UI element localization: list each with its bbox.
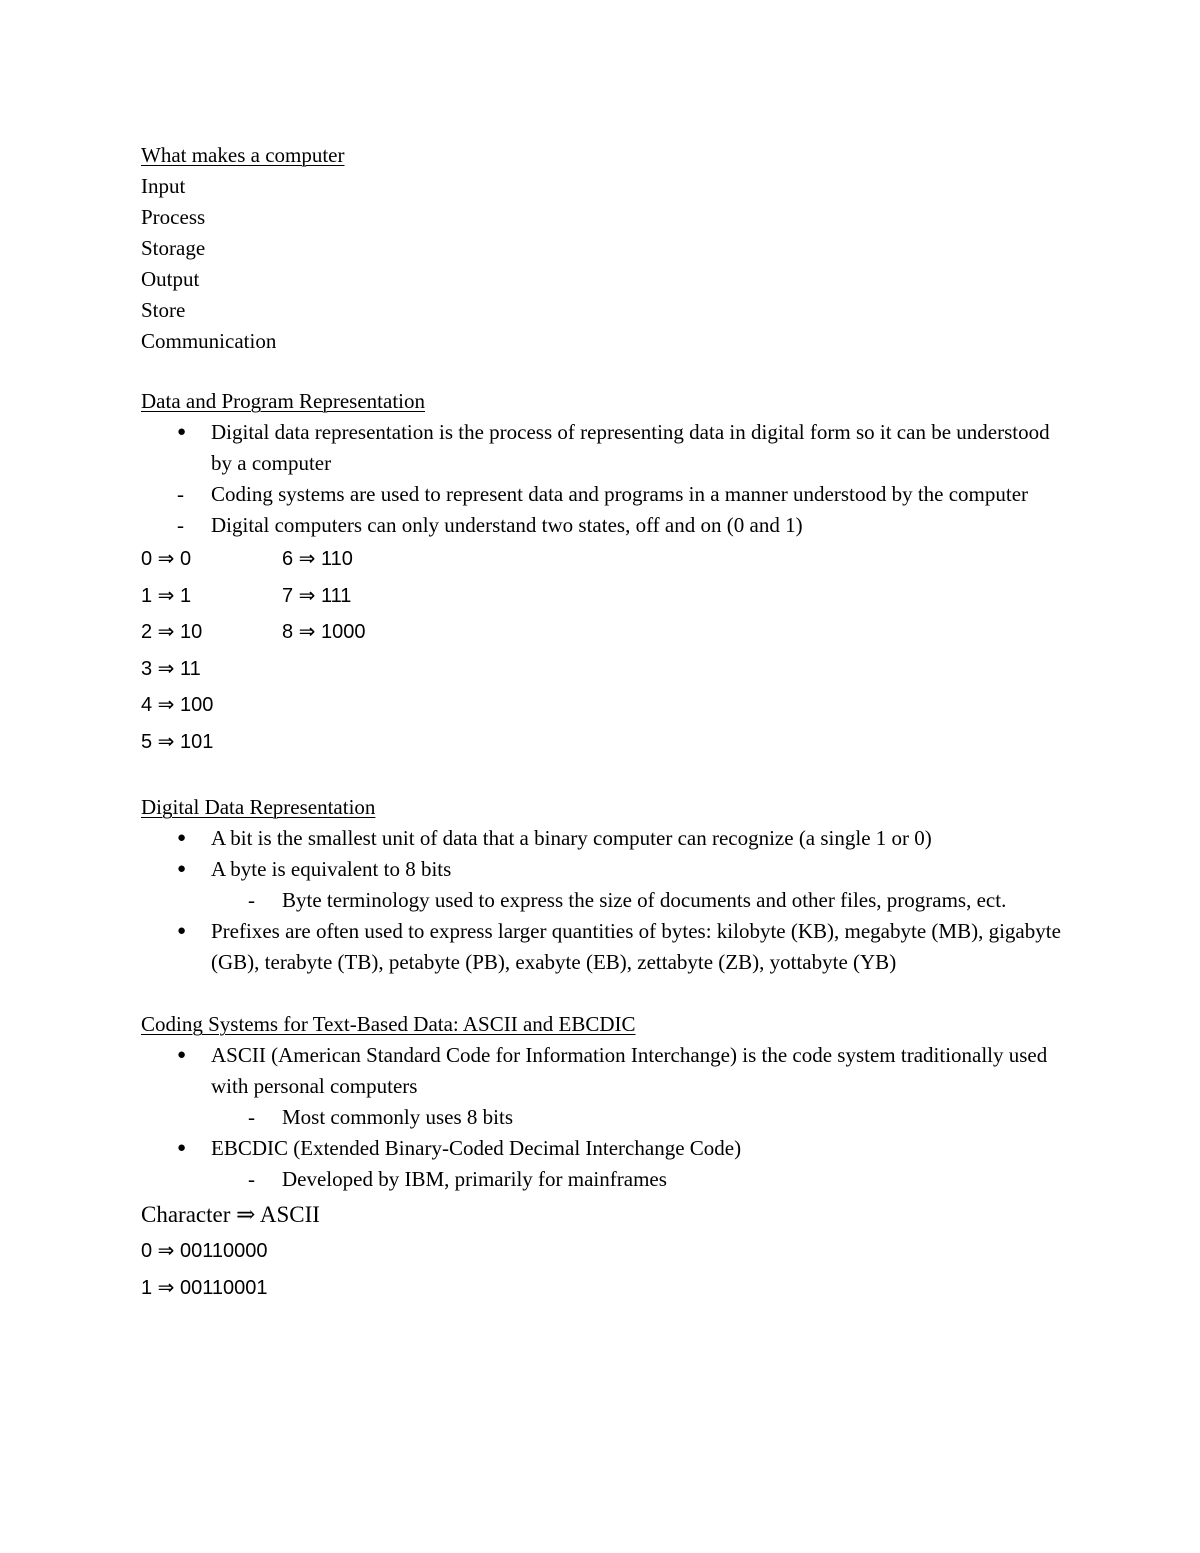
- bullet-item: [141, 854, 1071, 885]
- section-what-makes-a-computer: [141, 140, 1071, 357]
- bullet-text: Digital data representation is the process of representing data in digital form so it can be understood by a computer: [211, 420, 1050, 475]
- empty-cell: [282, 687, 482, 724]
- section-heading: Digital Data Representation: [141, 795, 376, 819]
- dash-text: Digital computers can only understand two states, off and on (0 and 1): [211, 513, 803, 537]
- binary-row: 8 ⇒ 1000: [282, 621, 366, 643]
- dash-text: Coding systems are used to represent data and programs in a manner understood by the computer: [211, 482, 1029, 506]
- bullet-item: [141, 916, 1071, 978]
- bullet-icon: ●: [177, 861, 187, 877]
- bullet-text: A byte is equivalent to 8 bits: [211, 857, 452, 881]
- section-heading: Coding Systems for Text-Based Data: ASCII and EBCDIC: [141, 1012, 636, 1036]
- bullet-item: [141, 1040, 1071, 1102]
- section-coding-systems: [141, 1009, 1071, 1306]
- binary-conversion-table: [141, 541, 1071, 760]
- spacer: [141, 760, 1071, 792]
- bullet-icon: ●: [177, 1047, 187, 1063]
- dash-item: [141, 510, 1071, 541]
- section-data-and-program-representation: [141, 386, 1071, 760]
- list-item: Process: [141, 205, 206, 229]
- section-digital-data-representation: [141, 792, 1071, 978]
- bullet-icon: ●: [177, 424, 187, 440]
- bullet-list: [141, 823, 1071, 978]
- binary-row: 7 ⇒ 111: [282, 584, 352, 607]
- bullet-text: Prefixes are often used to express larger quantities of bytes: kilobyte (KB), megabyte (MB), gigabyte (GB), terabyte (TB), petabyte (PB), exabyte (EB), zettabyte (ZB), yottabyte (YB): [211, 919, 1061, 974]
- binary-row: 6 ⇒ 110: [282, 548, 353, 570]
- bullet-text: ASCII (American Standard Code for Information Interchange) is the code system traditionally used with personal computers: [211, 1043, 1048, 1098]
- spacer: [141, 357, 1071, 386]
- list-item: Store: [141, 298, 186, 322]
- list-item: Storage: [141, 236, 206, 260]
- dash-item: [141, 479, 1071, 510]
- list-item: Input: [141, 174, 186, 198]
- empty-cell: [282, 651, 482, 688]
- section-heading: What makes a computer: [141, 143, 345, 167]
- bullet-list: [141, 417, 1071, 541]
- bullet-icon: ●: [177, 1140, 187, 1156]
- empty-cell: [282, 724, 482, 761]
- binary-row: 4 ⇒ 100: [141, 694, 214, 716]
- bullet-item: [141, 1133, 1071, 1164]
- list-item: Communication: [141, 329, 277, 353]
- binary-row: 2 ⇒ 10: [141, 621, 203, 643]
- spacer: [141, 978, 1071, 1009]
- document-page: [141, 140, 1071, 1306]
- binary-row: 3 ⇒ 11: [141, 657, 201, 680]
- bullet-icon: ●: [177, 923, 187, 939]
- binary-row: 5 ⇒ 101: [141, 730, 214, 753]
- ascii-row: 0 ⇒ 00110000: [141, 1240, 268, 1262]
- bullet-icon: ●: [177, 830, 187, 846]
- binary-row: 1 ⇒ 1: [141, 584, 192, 607]
- bullet-list: [141, 1040, 1071, 1195]
- binary-row: 0 ⇒ 0: [141, 548, 192, 570]
- dash-icon: -: [177, 482, 184, 506]
- ascii-row: 1 ⇒ 00110001: [141, 1276, 268, 1299]
- bullet-text: A bit is the smallest unit of data that a binary computer can recognize (a single 1 or 0): [211, 826, 932, 850]
- dash-icon: -: [248, 1167, 255, 1191]
- ascii-table-title: Character ⇒ ASCII: [141, 1202, 320, 1227]
- dash-item: [141, 885, 1071, 916]
- dash-icon: -: [177, 513, 184, 537]
- dash-icon: -: [248, 888, 255, 912]
- dash-text: Most commonly uses 8 bits: [282, 1105, 514, 1129]
- dash-icon: -: [248, 1105, 255, 1129]
- dash-item: [141, 1164, 1071, 1195]
- bullet-item: [141, 823, 1071, 854]
- list-item: Output: [141, 267, 200, 291]
- dash-text: Developed by IBM, primarily for mainframes: [282, 1167, 667, 1191]
- dash-text: Byte terminology used to express the size of documents and other files, programs, ect.: [282, 888, 1007, 912]
- bullet-item: [141, 417, 1071, 479]
- section-heading: Data and Program Representation: [141, 389, 425, 413]
- dash-item: [141, 1102, 1071, 1133]
- bullet-text: EBCDIC (Extended Binary-Coded Decimal Interchange Code): [211, 1136, 742, 1160]
